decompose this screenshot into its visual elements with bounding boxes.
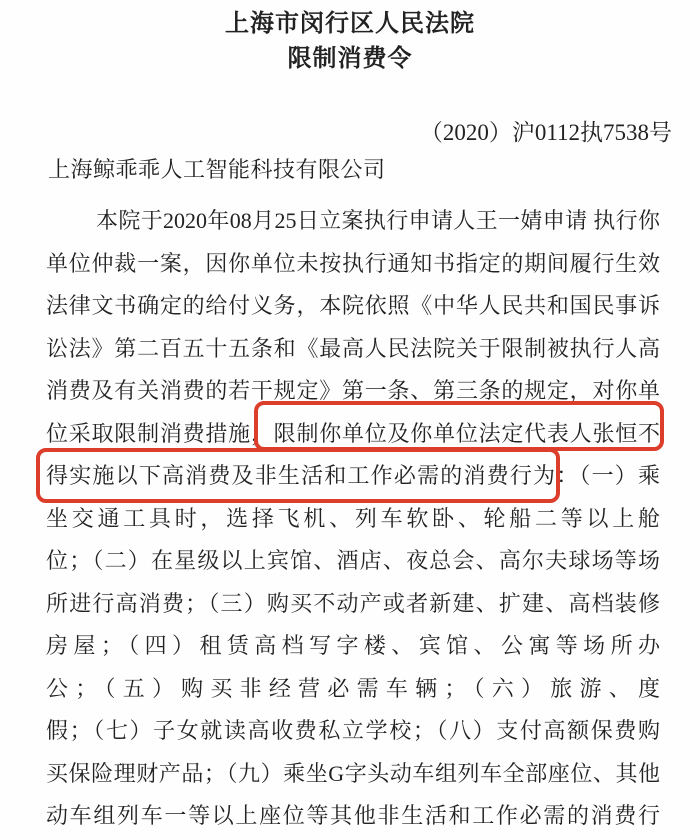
body-line: 动车组列车一等以上座位等其他非生活和工作必需的消费行 [46,803,660,828]
body-line: 坐交通工具时，选择飞机、列车软卧、轮船二等以上舱 [46,505,660,531]
body-line: 法律文书确定的给付义务，本院依照《中华人民共和国民事诉 [46,293,660,318]
body-line: 本院于2020年08月25日立案执行申请人王一婧申请 执行你 [96,208,660,233]
body-line: 买保险理财产品；（九）乘坐G字头动车组列车全部座位、其他 [46,760,660,786]
body-line: 得实施以下高消费及非生活和工作必需的消费行为：（一）乘 [46,463,660,488]
body-line: 所进行高消费；（三）购买不动产或者新建、扩建、高档装修 [46,590,660,616]
case-number: （2020）沪0112执7538号 [419,120,672,145]
document-body-paragraph [46,200,660,838]
body-line: 假；（七）子女就读高收费私立学校；（八）支付高额保费购 [46,718,660,743]
document-title: 限制消费令 [287,46,413,72]
body-line: 消费及有关消费的若干规定》第一条、第三条的规定，对你单 [46,378,660,403]
body-line: 公；（五）购买非经营必需车辆；（六）旅游、度 [46,675,660,701]
body-line: 房屋；（四）租赁高档写字楼、宾馆、公寓等场所办 [46,633,660,658]
body-line: 单位仲裁一案，因你单位未按执行通知书指定的期间履行生效 [46,250,660,276]
addressee-company-name: 上海鲸乖乖人工智能科技有限公司 [48,157,386,182]
court-name-title: 上海市闵行区人民法院 [225,11,475,37]
body-line: 讼法》第二百五十五条和《最高人民法院关于限制被执行人高 [46,335,660,361]
body-line: 位；（二）在星级以上宾馆、酒店、夜总会、高尔夫球场等场 [46,548,660,573]
body-line: 位采取限制消费措施，限制你单位及你单位法定代表人张恒不 [46,420,660,446]
